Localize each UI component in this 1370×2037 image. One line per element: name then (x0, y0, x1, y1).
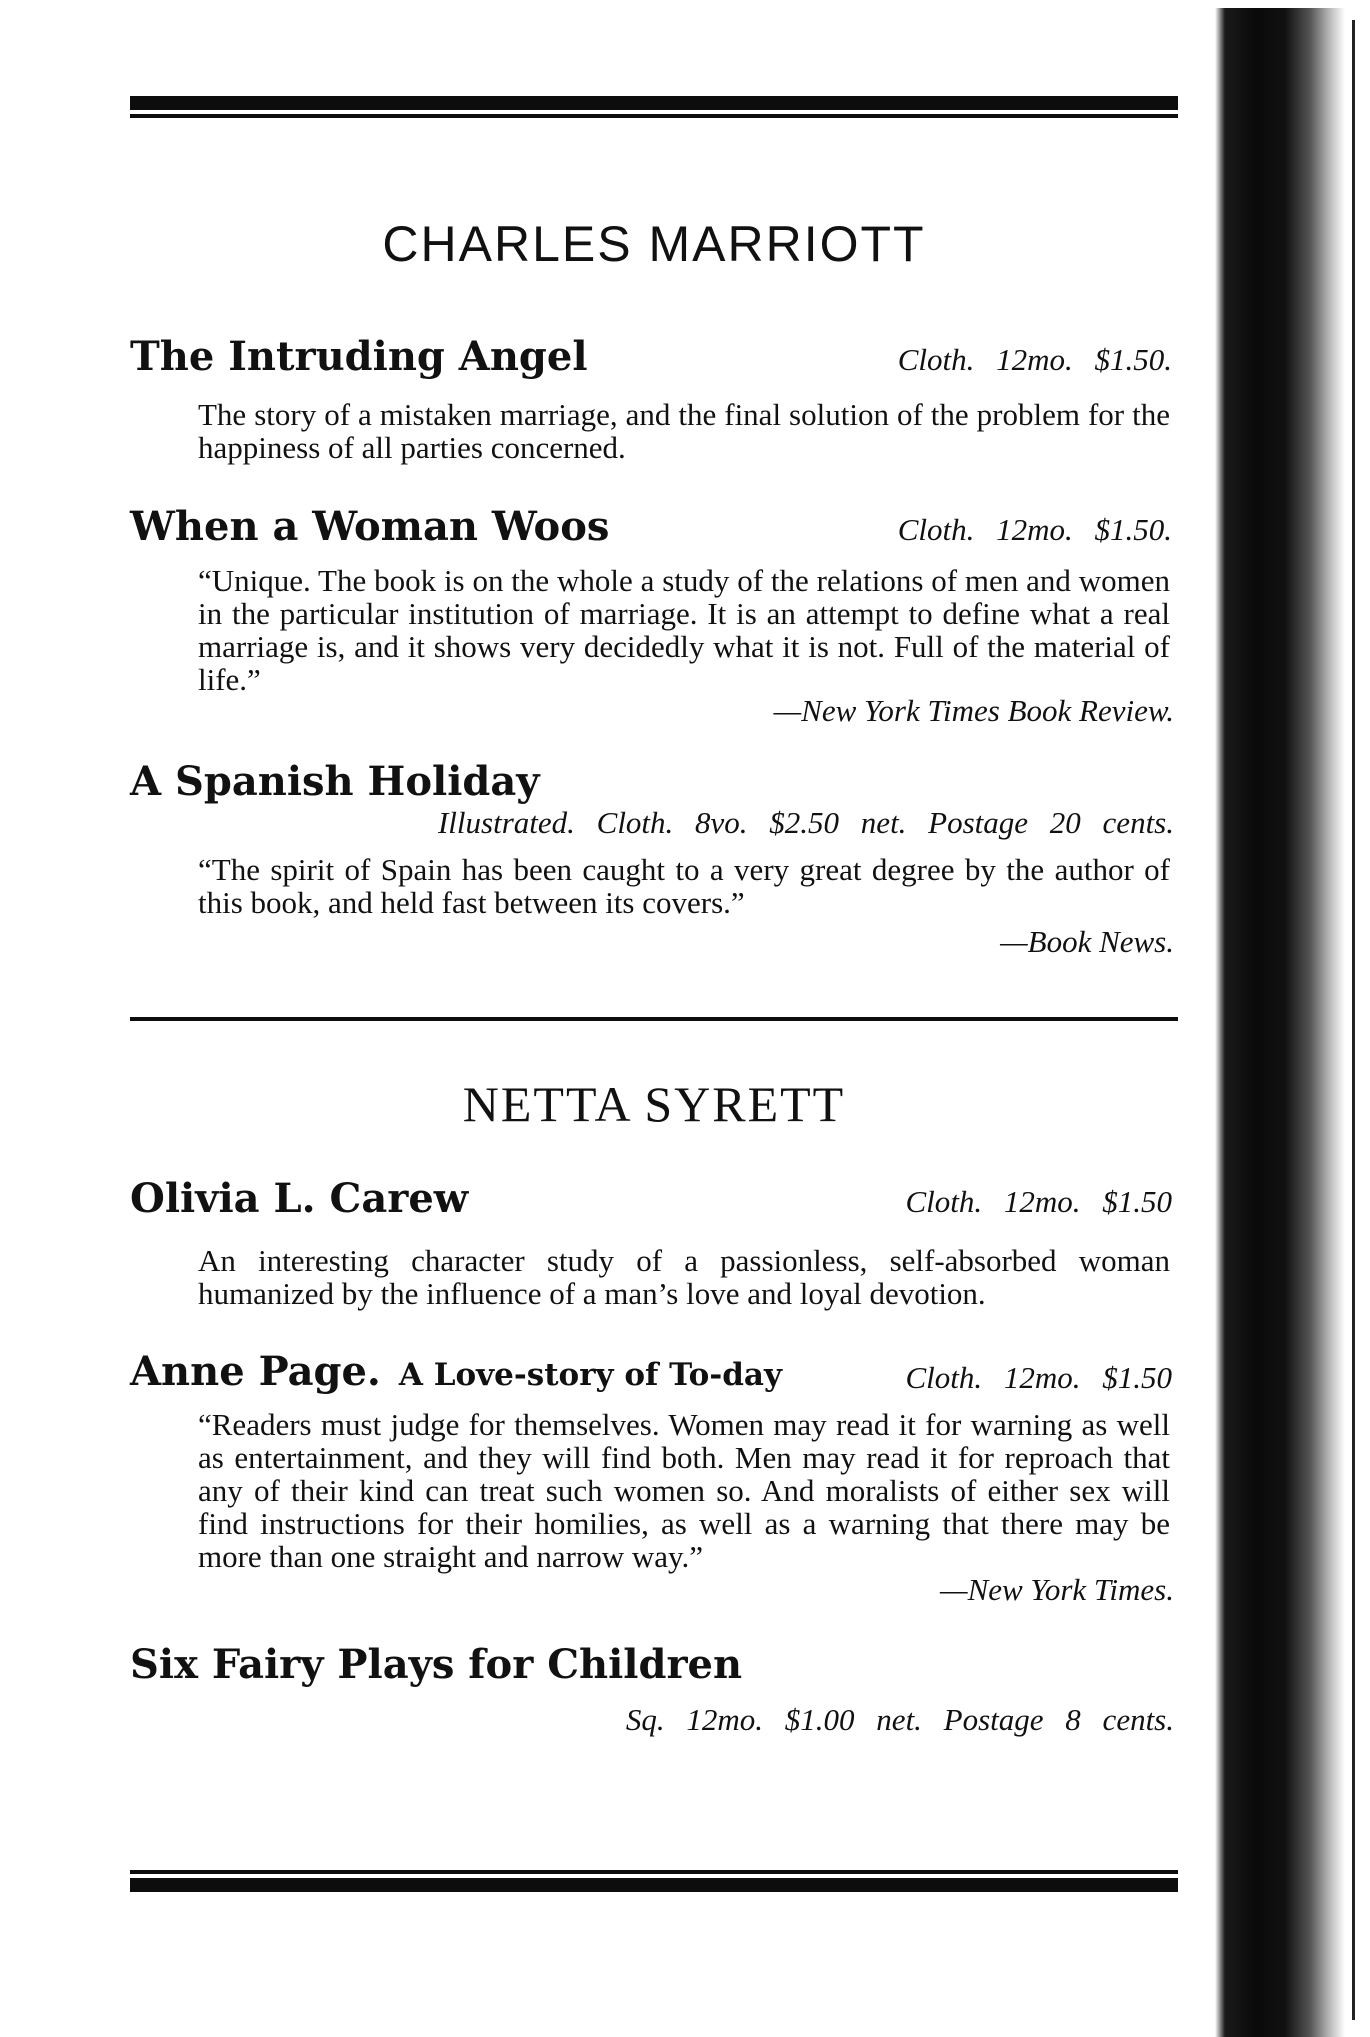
book-entry-spanish-holiday (130, 755, 1178, 805)
book-entry-intruding-angel (130, 330, 1178, 380)
book-subtitle: A Love-story of To-day (398, 1357, 782, 1393)
book-entry-anne-page (130, 1348, 1178, 1398)
book-review-quote: “Unique. The book is on the whole a study of the relations of men and women in the particular institution of marriage. It is an attempt to define what a real marriage is, and it shows very decidedly what it is not. Full of the material of life.” (198, 563, 1170, 697)
book-review-quote: “The spirit of Spain has been caught to a very great degree by the author of this book, and held fast between its covers.” (198, 852, 1170, 920)
book-entry-olivia-carew (130, 1172, 1178, 1222)
section-divider (130, 1017, 1178, 1021)
author-heading-syrett: NETTA SYRETT (462, 1076, 846, 1132)
advertisement-page (130, 0, 1180, 2037)
book-description: The story of a mistaken marriage, and the final solution of the problem for the happiness of all parties concerned. (198, 397, 1170, 465)
bottom-double-rule (130, 1870, 1178, 1892)
book-title: Six Fairy Plays for Children (130, 1641, 743, 1688)
book-title: The Intruding Angel (130, 333, 588, 380)
book-entry-six-fairy-plays (130, 1638, 1178, 1688)
book-price: Illustrated. Cloth. 8vo. $2.50 net. Postage 20 cents. (437, 805, 1174, 840)
book-title: When a Woman Woos (130, 503, 610, 550)
review-source: —Book News. (1000, 924, 1174, 959)
author-heading-marriott: CHARLES MARRIOTT (382, 216, 926, 272)
binding-edge (1352, 20, 1355, 2020)
book-review-quote: “Readers must judge for themselves. Women may read it for warning as well as entertainment, and they will find both. Men may read it for reproach that any of their kind can treat such women so. And moralists of either sex will find instructions for their homilies, as well as a warning that there may be more than one straight and narrow way.” (198, 1407, 1170, 1574)
review-source: —New York Times. (940, 1572, 1174, 1607)
book-title: A Spanish Holiday (130, 758, 540, 805)
review-source: —New York Times Book Review. (773, 693, 1174, 728)
book-price: Cloth. 12mo. $1.50 (905, 1184, 1172, 1219)
book-description: An interesting character study of a passionless, self-absorbed woman humanized by the influence of a man’s love and loyal devotion. (198, 1243, 1170, 1311)
book-price: Cloth. 12mo. $1.50. (897, 512, 1172, 547)
book-price: Cloth. 12mo. $1.50. (897, 342, 1172, 377)
book-title: Olivia L. Carew (130, 1175, 469, 1222)
binding-shadow (1215, 8, 1345, 2037)
book-title (130, 1349, 782, 1398)
book-price: Cloth. 12mo. $1.50 (905, 1360, 1172, 1395)
book-entry-woman-woos (130, 500, 1178, 550)
book-price: Sq. 12mo. $1.00 net. Postage 8 cents. (625, 1702, 1174, 1737)
book-title-main: Anne Page. (130, 1348, 381, 1395)
top-double-rule (130, 96, 1178, 118)
